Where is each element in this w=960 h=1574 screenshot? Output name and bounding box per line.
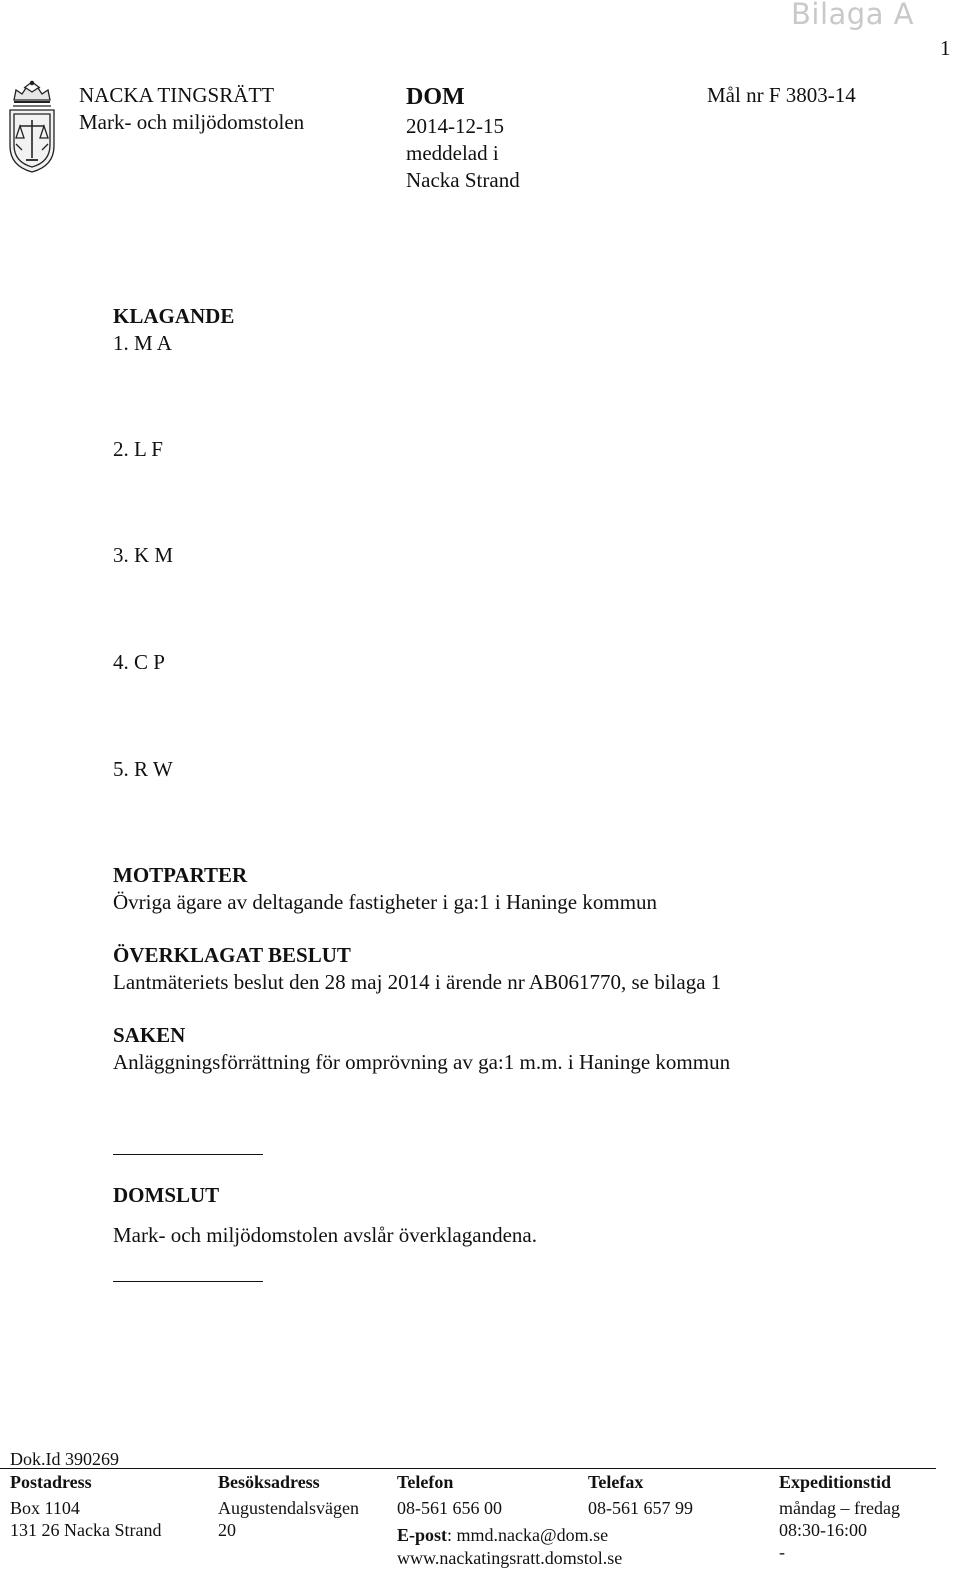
footer-telefax-number: 08-561 657 99 bbox=[588, 1498, 693, 1518]
footer-email-label: E-post bbox=[397, 1525, 448, 1545]
saken-heading: SAKEN bbox=[113, 1023, 186, 1047]
footer-expeditionstid-line: - bbox=[779, 1542, 785, 1562]
document-issued-label: meddelad i bbox=[406, 141, 499, 165]
footer-email[interactable] bbox=[397, 1524, 608, 1546]
klagande-item: 1. M A bbox=[113, 331, 172, 355]
domslut-heading: DOMSLUT bbox=[113, 1183, 220, 1207]
document-date: 2014-12-15 bbox=[406, 114, 504, 138]
footer-postadress-line: 131 26 Nacka Strand bbox=[10, 1520, 162, 1540]
court-department: Mark- och miljödomstolen bbox=[79, 110, 305, 134]
court-name: NACKA TINGSRÄTT bbox=[79, 83, 275, 107]
footer-website-link[interactable]: www.nackatingsratt.domstol.se bbox=[397, 1548, 623, 1568]
footer-expeditionstid-line: måndag – fredag bbox=[779, 1498, 900, 1518]
footer-email-address: : mmd.nacka@dom.se bbox=[447, 1525, 609, 1545]
document-place: Nacka Strand bbox=[406, 168, 520, 192]
overklagat-beslut-heading: ÖVERKLAGAT BESLUT bbox=[113, 943, 351, 967]
klagande-heading: KLAGANDE bbox=[113, 304, 235, 328]
document-type: DOM bbox=[406, 84, 465, 110]
domslut-text: Mark- och miljödomstolen avslår överklagandena. bbox=[113, 1223, 537, 1247]
klagande-item: 5. R W bbox=[113, 757, 173, 781]
motparter-heading: MOTPARTER bbox=[113, 863, 248, 887]
section-divider bbox=[113, 1281, 263, 1282]
footer-besoksadress-line: Augustendalsvägen bbox=[218, 1498, 359, 1518]
footer-besoksadress-heading: Besöksadress bbox=[218, 1472, 320, 1492]
footer-divider bbox=[0, 1468, 936, 1469]
coat-of-arms-logo bbox=[4, 80, 60, 176]
footer-telefon-heading: Telefon bbox=[397, 1472, 454, 1492]
footer-postadress-line: Box 1104 bbox=[10, 1498, 80, 1518]
footer-expeditionstid-line: 08:30-16:00 bbox=[779, 1520, 867, 1540]
klagande-item: 4. C P bbox=[113, 650, 165, 674]
footer-expeditionstid-heading: Expeditionstid bbox=[779, 1472, 892, 1492]
footer-telefax-heading: Telefax bbox=[588, 1472, 644, 1492]
footer-telefon-number: 08-561 656 00 bbox=[397, 1498, 502, 1518]
page-number: 1 bbox=[940, 36, 951, 60]
overklagat-beslut-text: Lantmäteriets beslut den 28 maj 2014 i ärende nr AB061770, se bilaga 1 bbox=[113, 970, 722, 994]
footer-postadress-heading: Postadress bbox=[10, 1472, 92, 1492]
dok-id: Dok.Id 390269 bbox=[10, 1449, 119, 1469]
klagande-item: 2. L F bbox=[113, 437, 163, 461]
case-number: Mål nr F 3803-14 bbox=[707, 83, 856, 107]
footer-besoksadress-line: 20 bbox=[218, 1520, 236, 1540]
watermark-bilaga: Bilaga A bbox=[791, 0, 915, 31]
saken-text: Anläggningsförrättning för omprövning av ga:1 m.m. i Haninge kommun bbox=[113, 1050, 731, 1074]
motparter-text: Övriga ägare av deltagande fastigheter i ga:1 i Haninge kommun bbox=[113, 890, 658, 914]
klagande-item: 3. K M bbox=[113, 543, 174, 567]
section-divider bbox=[113, 1154, 263, 1155]
